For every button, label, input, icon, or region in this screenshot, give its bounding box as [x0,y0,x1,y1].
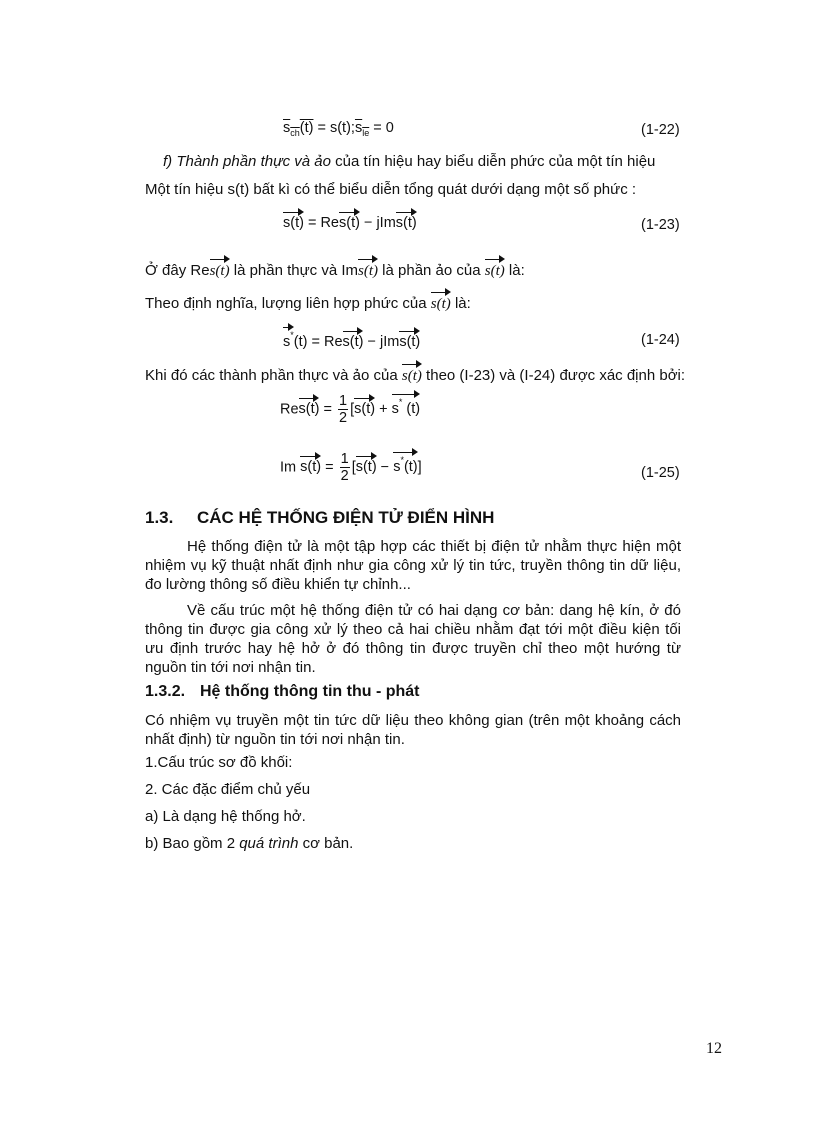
equation-number: (1-23) [641,217,680,233]
list-item: b) Bao gồm 2 quá trình cơ bản. [145,835,354,852]
equation-imag: Im s(t) = $\frac{1}{2}$ [s(t) − s*(t)] [280,451,422,484]
equation-1-24: s*(t) = Res(t) − jIms(t) [283,326,420,350]
paragraph-conjugate: Theo định nghĩa, lượng liên hợp phức của s(t) là: [145,291,471,314]
paragraph: Về cấu trúc một hệ thống điện tử có hai dạng cơ bản: dang hệ kín, ở đó thông tin được gia công xử lý theo cả hai chiều nhằm đạt tới một điều kiện tối ưu định trước hay hệ hở ở đó thông tin được truyền chỉ theo một hướng từ nguồn tin tới nơi nhận tin. [145,602,681,676]
subsection-title: Hệ thống thông tin thu - phát [200,683,420,700]
equation-number: (1-25) [641,465,680,481]
equation-1-23: s(t) = Res(t) − jIms(t) [283,211,417,231]
subsection-f-heading: f) Thành phần thực và ảo của tín hiệu hay biểu diễn phức của một tín hiệu [163,153,656,170]
list-item: 2. Các đặc điểm chủ yếu [145,781,311,798]
paragraph: Hệ thống điện tử là một tập hợp các thiết bị điện tử nhằm thực hiện một nhiệm vụ kỹ thuật nhất định như gia công xử lý tin tức, truyền thông tin dữ liệu, đo lường thông số điều khiển tự chỉnh... [145,538,681,593]
list-item: 1.Cấu trúc sơ đồ khối: [145,754,293,771]
equation-number: (1-24) [641,332,680,348]
paragraph: Có nhiệm vụ truyền một tin tức dữ liệu theo không gian (trên một khoảng cách nhất định) từ nguồn tin tới nơi nhận tin. [145,712,681,748]
equation-number: (1-22) [641,122,680,138]
paragraph-real-part: Ở đây Res(t) là phần thực và Ims(t) là phần ảo của s(t) là: [145,258,525,281]
list-item: a) Là dạng hệ thống hở. [145,808,306,825]
paragraph-complex: Một tín hiệu s(t) bất kì có thể biểu diễn tổng quát dưới dạng một số phức : [145,181,637,198]
section-number: 1.3. [145,508,174,527]
equation-real: Res(t) = $\frac{1}{2}$ [s(t) + s* (t) [280,393,421,426]
paragraph-then: Khi đó các thành phần thực và ảo của s(t) theo (I-23) và (I-24) được xác định bởi: [145,363,685,386]
page-number: 12 [706,1040,722,1057]
equation-1-22: $s_{ch}(t)$ = $s(t);s_{le} = 0$ [283,120,394,138]
section-title: CÁC HỆ THỐNG ĐIỆN TỬ ĐIỂN HÌNH [197,508,495,527]
subsection-number: 1.3.2. [145,683,186,700]
